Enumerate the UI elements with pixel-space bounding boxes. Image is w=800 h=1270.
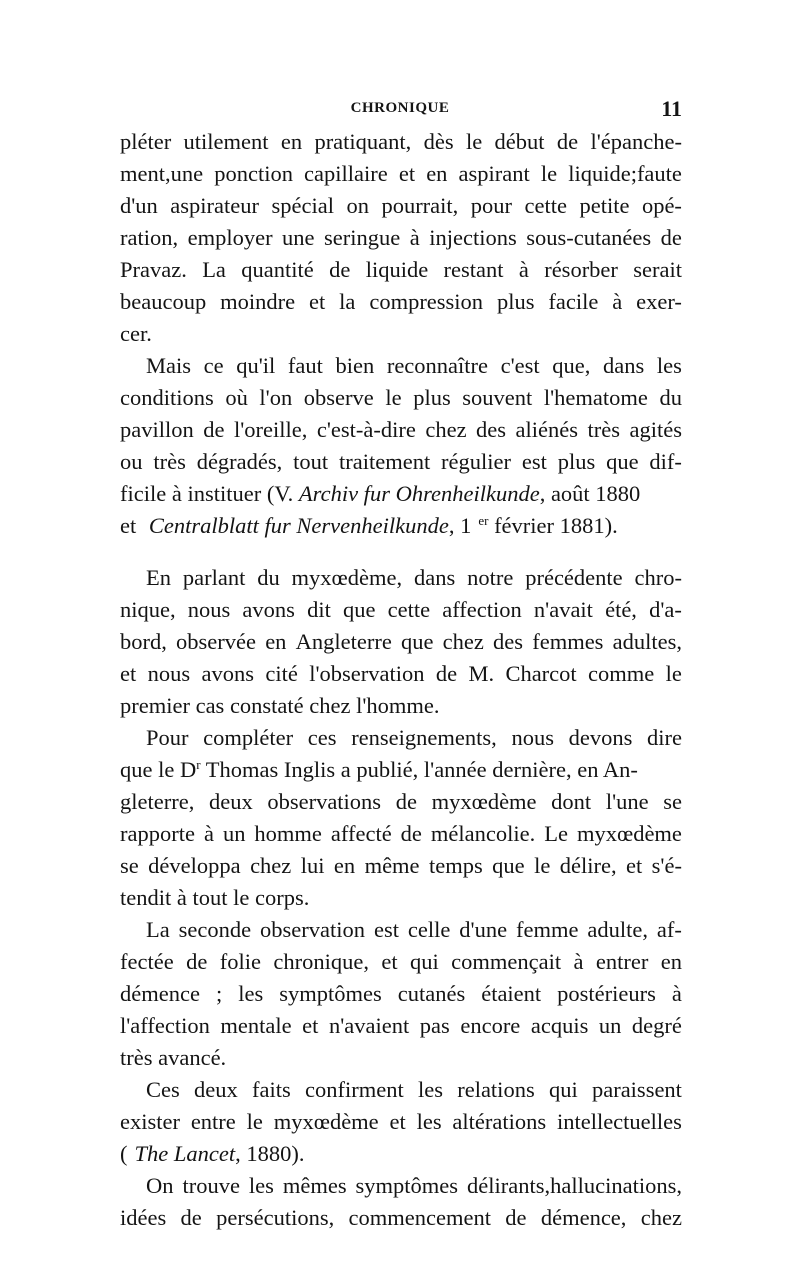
word: à <box>612 289 623 314</box>
word: démence, <box>540 1205 627 1230</box>
word: été, <box>605 597 637 622</box>
page-number: 11 <box>661 96 682 121</box>
text-line <box>120 594 682 626</box>
text-line <box>120 1106 682 1138</box>
word: ces <box>307 725 337 750</box>
word: mêmes <box>282 1173 347 1198</box>
text-line <box>120 786 682 818</box>
word: serait <box>633 257 682 282</box>
text-line <box>120 722 682 754</box>
text-line <box>120 946 682 978</box>
word: restant <box>443 257 504 282</box>
word: traitement <box>338 449 431 474</box>
word: On <box>146 1173 174 1198</box>
reference-line: et Centralblatt fur Nervenheilkunde, 1 $^{er}$ février 1881). <box>120 513 618 538</box>
word: petite <box>579 193 630 218</box>
running-title: CHRONIQUE <box>350 100 450 116</box>
reference-line: ( The Lancet, 1880). <box>120 1141 305 1166</box>
word: du <box>257 565 280 590</box>
word: aspirateur <box>170 193 260 218</box>
word: nous <box>187 597 231 622</box>
word: plus <box>496 289 535 314</box>
word: les <box>417 1077 443 1102</box>
word: rapporte <box>120 821 195 846</box>
word: de <box>203 417 225 442</box>
word: plus <box>413 385 451 410</box>
word: de <box>180 1205 202 1230</box>
word: notre <box>467 565 514 590</box>
word: ; <box>215 981 223 1006</box>
word: altérations <box>452 1109 547 1134</box>
word: le <box>465 129 483 154</box>
word: à <box>203 821 214 846</box>
word: de <box>395 789 417 814</box>
word: adultes, <box>612 629 682 654</box>
word: liquide;faute <box>568 161 682 186</box>
word: nique, <box>120 597 176 622</box>
text-line <box>120 446 682 478</box>
word: les <box>656 353 682 378</box>
word: de <box>400 821 422 846</box>
word: observe <box>303 385 374 410</box>
word: commençait <box>451 949 562 974</box>
word: paraissent <box>591 1077 682 1102</box>
word: on <box>346 193 369 218</box>
word: mentale <box>220 1013 292 1038</box>
word: du <box>659 385 682 410</box>
word: un <box>222 821 246 846</box>
word: très <box>153 449 186 474</box>
text-line <box>120 286 682 318</box>
word: très <box>587 417 620 442</box>
word: même <box>364 853 420 878</box>
word: de <box>329 257 351 282</box>
word: est <box>521 449 547 474</box>
word: les <box>416 1109 442 1134</box>
text-line <box>120 626 682 658</box>
word: ponction <box>214 161 293 186</box>
word: se <box>663 789 682 814</box>
word: femme <box>515 917 579 942</box>
word: résorber <box>544 257 618 282</box>
word: cette <box>524 193 567 218</box>
word: faits <box>252 1077 291 1102</box>
word: l'observation <box>309 661 425 686</box>
word: développa <box>148 853 241 878</box>
text-line <box>120 414 682 446</box>
word: chez <box>425 417 467 442</box>
word: en <box>660 949 682 974</box>
word: La <box>202 257 226 282</box>
word: ou <box>120 449 143 474</box>
word: facile <box>548 289 599 314</box>
text-line: que le $D^r$ Thomas Inglis a publié, l'année dernière, en An- <box>120 757 638 782</box>
word: Angleterre <box>295 629 392 654</box>
word: trouve <box>182 1173 240 1198</box>
word: myxœdème, <box>291 565 403 590</box>
word: mélancolie. <box>430 821 536 846</box>
word: le <box>665 661 682 686</box>
word: délirants,hallucinations, <box>467 1173 682 1198</box>
word: l'affection <box>120 1013 210 1038</box>
text-line <box>120 1010 682 1042</box>
word: chronique, <box>273 949 369 974</box>
word: seconde <box>178 917 252 942</box>
word: nous <box>511 725 554 750</box>
word: et <box>120 661 137 686</box>
word: bien <box>335 353 375 378</box>
text-line <box>120 914 682 946</box>
word: qui <box>409 949 439 974</box>
word: moindre <box>220 289 296 314</box>
text-line <box>120 158 682 190</box>
word: à <box>573 949 584 974</box>
body-text <box>120 126 682 1234</box>
word: les <box>238 981 264 1006</box>
reference-line: ficile à instituer (V. Archiv fur Ohrenheilkunde, août 1880 <box>120 481 641 506</box>
word: entre <box>190 1109 236 1134</box>
word: ment,une <box>120 161 204 186</box>
word: dire <box>647 725 682 750</box>
word: persécutions, <box>216 1205 335 1230</box>
word: deux <box>194 1077 238 1102</box>
word: des <box>493 629 524 654</box>
word: de <box>660 225 682 250</box>
word: temps <box>428 853 483 878</box>
word: confirment <box>305 1077 404 1102</box>
text-line: tendit à tout le corps. <box>120 885 310 910</box>
word: Ces <box>146 1077 180 1102</box>
word: et <box>381 949 398 974</box>
text-line <box>120 222 682 254</box>
text-line <box>120 1074 682 1106</box>
word: en <box>426 161 448 186</box>
word: affecté <box>330 821 392 846</box>
word: affection <box>442 597 522 622</box>
word: l'oreille, <box>233 417 308 442</box>
word: quantité <box>241 257 314 282</box>
word: c'est-à-dire <box>316 417 416 442</box>
word: intellectuelles <box>556 1109 682 1134</box>
word: devons <box>568 725 633 750</box>
text-line <box>120 254 682 286</box>
word: et <box>626 853 643 878</box>
word: pourrait, <box>381 193 459 218</box>
word: tout <box>293 449 329 474</box>
journal-title: The Lancet <box>134 1141 236 1166</box>
word: et <box>302 1013 319 1038</box>
word: idées <box>120 1205 167 1230</box>
word: pour <box>470 193 513 218</box>
word: pavillon <box>120 417 194 442</box>
word: fectée <box>120 949 174 974</box>
word: des <box>476 417 507 442</box>
text-line <box>120 818 682 850</box>
word: cité <box>265 661 298 686</box>
word: l'hematome <box>543 385 648 410</box>
word: renseignements, <box>351 725 497 750</box>
word: exister <box>120 1109 180 1134</box>
text-line: très avancé. <box>120 1045 227 1070</box>
word: le <box>246 1109 263 1134</box>
word: est <box>373 917 399 942</box>
word: observation <box>260 917 366 942</box>
word: s'é- <box>651 853 682 878</box>
word: la <box>339 289 356 314</box>
word: le <box>540 161 558 186</box>
word: beaucoup <box>120 289 207 314</box>
word: dès <box>423 129 454 154</box>
word: le <box>534 853 551 878</box>
word: ration, <box>120 225 179 250</box>
word: pas <box>419 1013 450 1038</box>
word: reconnaître <box>386 353 489 378</box>
word: que <box>492 853 525 878</box>
word: gleterre, <box>120 789 195 814</box>
word: que, <box>552 353 591 378</box>
word: dans <box>603 353 645 378</box>
word: avons <box>201 661 254 686</box>
word: postérieurs <box>557 981 656 1006</box>
word: capillaire <box>304 161 388 186</box>
word: c'est <box>500 353 540 378</box>
word: nous <box>147 661 191 686</box>
word: observations <box>267 789 382 814</box>
word: myxœdème <box>273 1109 379 1134</box>
word: dit <box>307 597 331 622</box>
journal-title: Archiv fur Ohrenheilkunde <box>298 481 540 506</box>
text-line <box>120 1170 682 1202</box>
word: que <box>400 629 434 654</box>
text-line <box>120 658 682 690</box>
word: femmes <box>532 629 604 654</box>
word: sous-cutanées <box>526 225 652 250</box>
word: de <box>505 1205 527 1230</box>
word: aspirant <box>458 161 530 186</box>
word: chez <box>250 853 292 878</box>
word: celle <box>407 917 451 942</box>
word: de <box>556 129 579 154</box>
text-line <box>120 382 682 414</box>
text-line: cer. <box>120 321 152 346</box>
text-line <box>120 562 682 594</box>
word: af- <box>656 917 682 942</box>
word: acquis <box>530 1013 589 1038</box>
word: compression <box>369 289 484 314</box>
word: Le <box>544 821 568 846</box>
word: précédente <box>525 565 623 590</box>
word: régulier <box>441 449 512 474</box>
word: faut <box>287 353 323 378</box>
word: et <box>389 1109 406 1134</box>
word: myxœdème <box>431 789 537 814</box>
word: symptômes <box>355 1173 459 1198</box>
word: liquide <box>365 257 429 282</box>
word: d'un <box>120 193 158 218</box>
word: qui <box>548 1077 578 1102</box>
word: début <box>494 129 545 154</box>
word: en <box>265 629 287 654</box>
word: que <box>342 597 376 622</box>
word: l'une <box>605 789 649 814</box>
text-line <box>120 350 682 382</box>
word: chez <box>640 1205 682 1230</box>
word: pratiquant, <box>314 129 412 154</box>
word: employer <box>187 225 273 250</box>
word: qu'il <box>236 353 276 378</box>
word: M. <box>468 661 495 686</box>
word: homme <box>254 821 322 846</box>
word: se <box>120 853 139 878</box>
word: lui <box>300 853 325 878</box>
word: pléter <box>120 129 172 154</box>
word: l'épanche- <box>590 129 682 154</box>
word: plus <box>557 449 596 474</box>
word: Pour <box>146 725 189 750</box>
word: à <box>409 225 420 250</box>
word: myxœdème <box>576 821 682 846</box>
word: en <box>333 853 356 878</box>
word: aliénés <box>515 417 578 442</box>
word: avons <box>242 597 295 622</box>
word: observée <box>176 629 257 654</box>
word: et <box>398 161 416 186</box>
word: comme <box>588 661 655 686</box>
word: n'avaient <box>328 1013 410 1038</box>
word: un <box>598 1013 622 1038</box>
word: opé- <box>641 193 682 218</box>
word: exer- <box>636 289 682 314</box>
word: spécial <box>271 193 334 218</box>
word: dif- <box>649 449 682 474</box>
word: La <box>146 917 170 942</box>
word: à <box>518 257 529 282</box>
word: le <box>385 385 402 410</box>
word: où <box>225 385 248 410</box>
word: seringue <box>324 225 401 250</box>
word: agités <box>629 417 682 442</box>
word: chez <box>442 629 484 654</box>
word: une <box>282 225 315 250</box>
word: entrer <box>595 949 649 974</box>
section-gap <box>120 542 682 562</box>
word: délire, <box>559 853 617 878</box>
word: étaient <box>481 981 542 1006</box>
word: dégradés, <box>196 449 283 474</box>
word: d'une <box>459 917 508 942</box>
text-line: premier cas constaté chez l'homme. <box>120 693 440 718</box>
word: commencement <box>348 1205 491 1230</box>
word: symptômes <box>279 981 382 1006</box>
word: que <box>606 449 639 474</box>
word: de <box>435 661 458 686</box>
word: Pravaz. <box>120 257 187 282</box>
word: Mais <box>146 353 191 378</box>
word: utilement <box>183 129 269 154</box>
word: deux <box>208 789 253 814</box>
word: En <box>146 565 171 590</box>
word: Charcot <box>505 661 577 686</box>
text-line <box>120 190 682 222</box>
word: compléter <box>203 725 294 750</box>
text-line <box>120 978 682 1010</box>
word: n'avait <box>533 597 593 622</box>
word: et <box>309 289 326 314</box>
word: les <box>248 1173 274 1198</box>
word: cette <box>387 597 431 622</box>
word: l'on <box>259 385 293 410</box>
word: démence <box>120 981 200 1006</box>
word: parlant <box>182 565 246 590</box>
word: souvent <box>462 385 533 410</box>
word: d'a- <box>649 597 682 622</box>
word: dans <box>414 565 456 590</box>
word: à <box>671 981 682 1006</box>
word: folie <box>219 949 261 974</box>
word: bord, <box>120 629 167 654</box>
word: degré <box>631 1013 682 1038</box>
word: adulte, <box>587 917 648 942</box>
word: cutanés <box>397 981 466 1006</box>
word: encore <box>460 1013 521 1038</box>
running-head <box>120 96 682 126</box>
word: injections <box>429 225 517 250</box>
journal-title: Centralblatt fur Nervenheilkunde <box>148 513 449 538</box>
word: de <box>186 949 208 974</box>
text-line <box>120 850 682 882</box>
word: conditions <box>120 385 214 410</box>
word: en <box>280 129 303 154</box>
word: ce <box>203 353 224 378</box>
word: relations <box>457 1077 535 1102</box>
word: chro- <box>634 565 682 590</box>
text-line <box>120 1202 682 1234</box>
text-line <box>120 126 682 158</box>
word: dont <box>551 789 592 814</box>
